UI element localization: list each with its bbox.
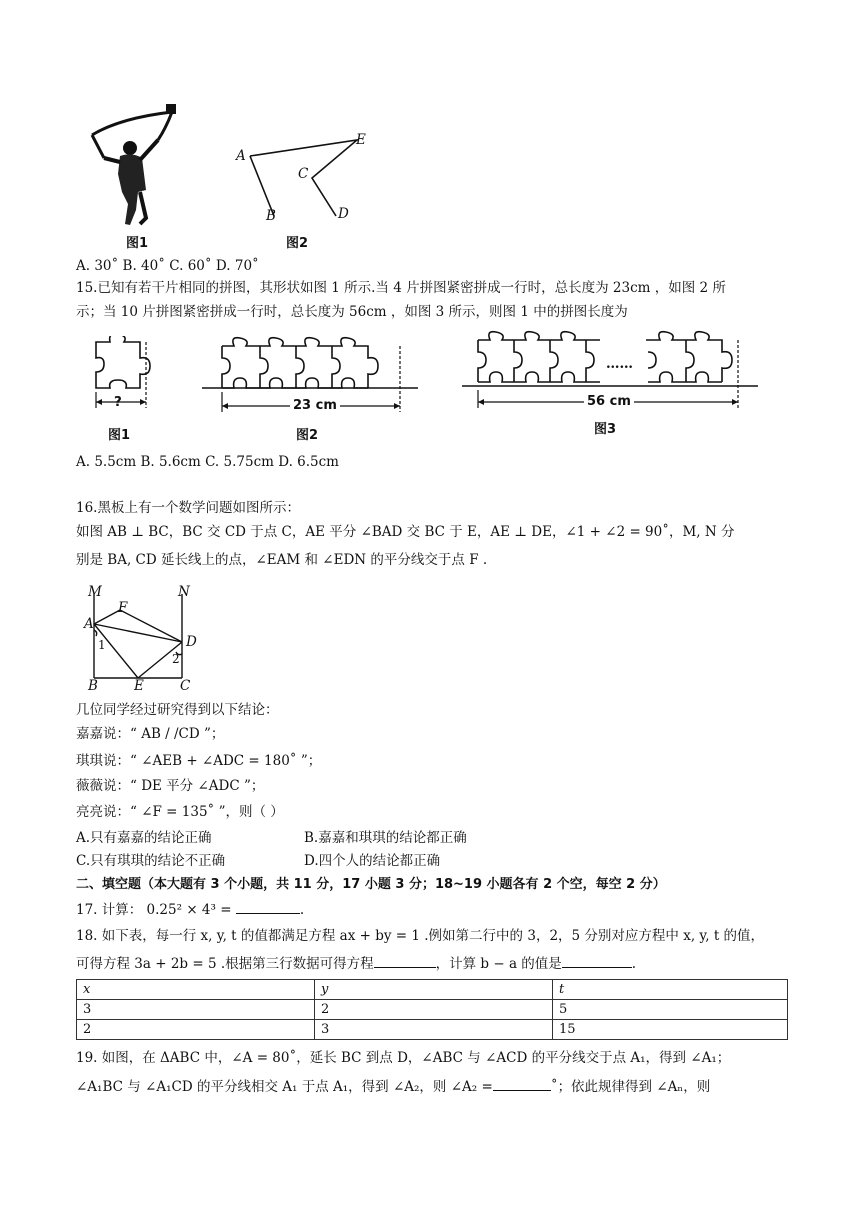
q17-end: . xyxy=(299,902,305,918)
table-cell: 5 xyxy=(553,1000,788,1020)
q17-answer-blank[interactable] xyxy=(236,899,300,914)
q17-text xyxy=(76,899,304,920)
q15-options: A. 5.5cm B. 5.6cm C. 5.75cm D. 6.5cm xyxy=(76,454,339,470)
q15-fig1-measure: ? xyxy=(114,394,122,410)
q14-point-D: D xyxy=(338,206,349,222)
q18-answer-blank-1[interactable] xyxy=(374,953,436,968)
q19-answer-blank[interactable] xyxy=(493,1076,551,1091)
q16-line-3: 别是 BA, CD 延长线上的点，∠EAM 和 ∠EDN 的平分线交于点 F . xyxy=(76,552,488,568)
q16-statement-4: 亮亮说：“ ∠F = 135˚ ”，则（ ） xyxy=(76,804,284,820)
q18-line2-b: ，计算 b − a 的值是 xyxy=(435,956,562,972)
section-2-heading: 二、填空题（本大题有 3 个小题，共 11 分，17 小题 3 分；18~19 小题各有 2 个空，每空 2 分） xyxy=(76,877,666,892)
q16-point-C: C xyxy=(180,678,191,694)
table-cell: 3 xyxy=(77,1000,315,1020)
q17-expression: 17. 计算： 0.25² × 4³ = xyxy=(76,902,236,918)
q18-line-1: 18. 如下表，每一行 x, y, t 的值都满足方程 ax + by = 1 .例如第二行中的 3，2，5 分别对应方程中 x, y, t 的值， xyxy=(76,928,765,944)
q16-statement-1: 嘉嘉说：“ AB / /CD ”； xyxy=(76,726,225,742)
table-row xyxy=(77,1000,788,1020)
table-cell: 2 xyxy=(77,1020,315,1040)
q18-answer-blank-2[interactable] xyxy=(562,953,632,968)
table-header-y: y xyxy=(315,980,553,1000)
table-header-x: x xyxy=(77,980,315,1000)
q16-point-F: F xyxy=(118,600,128,616)
q19-line-1: 19. 如图，在 ΔABC 中，∠A = 80˚，延长 BC 到点 D，∠ABC 与 ∠ACD 的平分线交于点 A₁，得到 ∠A₁； xyxy=(76,1050,731,1066)
q14-point-A: A xyxy=(236,148,246,164)
q16-statement-3: 薇薇说：“ DE 平分 ∠ADC ”； xyxy=(76,778,265,794)
q16-statement-2: 琪琪说：“ ∠AEB + ∠ADC = 180˚ ”； xyxy=(76,753,322,769)
q14-point-C: C xyxy=(298,166,309,182)
q15-fig1-caption: 图1 xyxy=(108,428,131,443)
q16-line-1: 16.黑板上有一个数学问题如图所示： xyxy=(76,500,300,516)
q16-angle-1: 1 xyxy=(98,638,106,652)
q15-fig2-measure: 23 cm xyxy=(290,398,340,413)
q16-point-M: M xyxy=(88,584,102,600)
q16-line-2: 如图 AB ⊥ BC，BC 交 CD 于点 C，AE 平分 ∠BAD 交 BC 于 E，AE ⊥ DE，∠1 + ∠2 = 90˚，M, N 分 xyxy=(76,524,735,540)
q16-option-D: D.四个人的结论都正确 xyxy=(304,853,441,869)
q16-option-B: B.嘉嘉和琪琪的结论都正确 xyxy=(304,830,467,846)
q14-figure-1 xyxy=(80,100,190,230)
q16-angle-2: 2 xyxy=(172,652,180,666)
q16-point-D: D xyxy=(186,634,197,650)
q15-line-2: 示；当 10 片拼图紧密拼成一行时，总长度为 56cm ，如图 3 所示，则图 1 中的拼图长度为 xyxy=(76,304,628,320)
q15-fig3-caption: 图3 xyxy=(594,422,617,437)
q16-line-4: 几位同学经过研究得到以下结论： xyxy=(76,702,279,718)
q16-point-A: A xyxy=(84,616,94,632)
table-cell: 2 xyxy=(315,1000,553,1020)
q14-fig1-caption: 图1 xyxy=(126,236,149,251)
table-header-row xyxy=(77,980,788,1000)
table-row xyxy=(77,1020,788,1040)
q15-fig2-caption: 图2 xyxy=(296,428,319,443)
table-header-t: t xyxy=(553,980,788,1000)
q14-point-E: E xyxy=(356,132,366,148)
q15-fig3-measure: 56 cm xyxy=(584,394,634,409)
q16-point-N: N xyxy=(178,584,190,600)
q18-table xyxy=(76,979,788,1040)
table-cell: 15 xyxy=(553,1020,788,1040)
q16-option-C: C.只有琪琪的结论不正确 xyxy=(76,853,226,869)
q18-line2-a: 可得方程 3a + 2b = 5 .根据第三行数据可得方程 xyxy=(76,956,374,972)
q16-point-E: E xyxy=(134,678,144,694)
q16-point-B: B xyxy=(88,678,98,694)
table-cell: 3 xyxy=(315,1020,553,1040)
q15-figure-1 xyxy=(88,336,158,416)
q15-fig3-dots: …… xyxy=(606,356,633,372)
q18-line2-c: . xyxy=(631,956,637,972)
q14-point-B: B xyxy=(266,208,276,224)
q14-fig2-caption: 图2 xyxy=(286,236,309,251)
q18-line-2 xyxy=(76,953,636,974)
q19-line-2 xyxy=(76,1076,710,1097)
q14-options: A. 30˚ B. 40˚ C. 60˚ D. 70˚ xyxy=(76,258,259,274)
q19-line2-b: ˚；依此规律得到 ∠Aₙ，则 xyxy=(550,1079,711,1095)
q19-line2-a: ∠A₁BC 与 ∠A₁CD 的平分线相交 A₁ 于点 A₁，得到 ∠A₂，则 ∠A₂ = xyxy=(76,1079,493,1095)
q16-option-A: A.只有嘉嘉的结论正确 xyxy=(76,830,212,846)
q15-line-1: 15.已知有若干片相同的拼图，其形状如图 1 所示.当 4 片拼图紧密拼成一行时，总长度为 23cm ，如图 2 所 xyxy=(76,280,726,296)
